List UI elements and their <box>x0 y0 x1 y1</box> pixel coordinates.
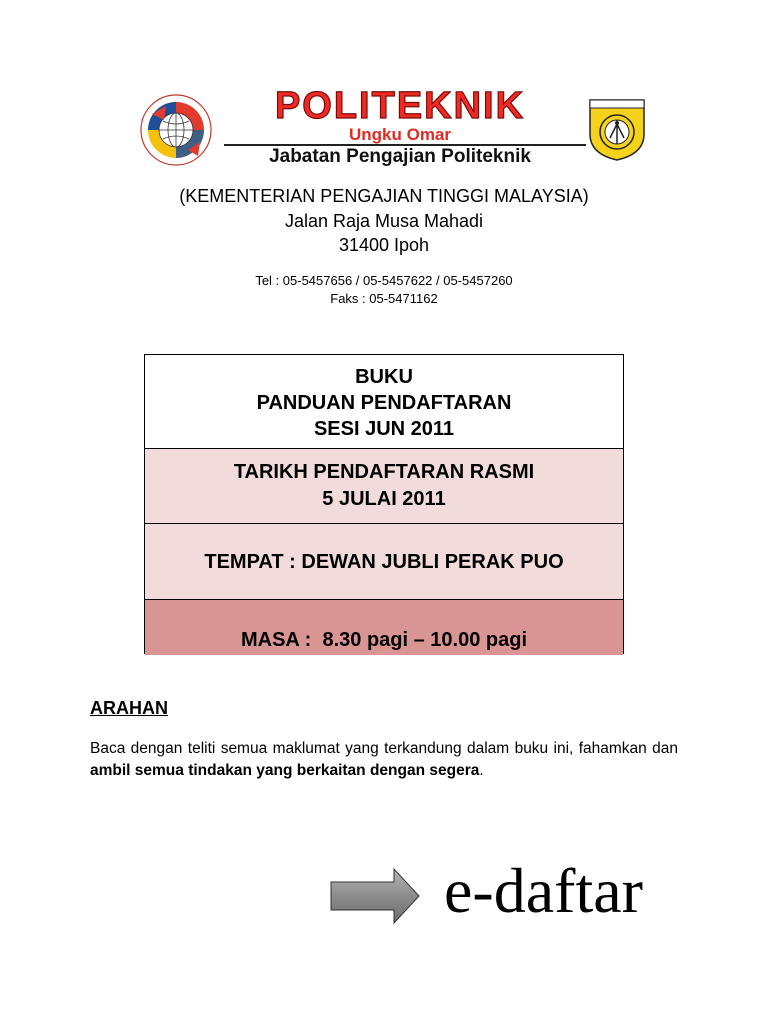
registration-venue: TEMPAT : DEWAN JUBLI PERAK PUO <box>204 551 564 573</box>
politeknik-malaysia-emblem-icon <box>140 94 212 166</box>
guide-title-line-1: BUKU <box>355 366 413 388</box>
registration-venue-cell <box>145 523 623 599</box>
ministry-name: (KEMENTERIAN PENGAJIAN TINGGI MALAYSIA) <box>179 186 589 206</box>
guide-title-line-2: PANDUAN PENDAFTARAN <box>256 392 512 414</box>
instructions-heading: ARAHAN <box>90 698 168 718</box>
politeknik-wordmark <box>214 86 586 170</box>
brand-subtitle: Ungku Omar <box>348 125 452 144</box>
telephone-numbers: Tel : 05-5457656 / 05-5457622 / 05-5457260 <box>255 273 513 288</box>
registration-date-value: 5 JULAI 2011 <box>322 488 446 510</box>
politeknik-ungku-omar-crest-icon <box>588 98 646 162</box>
e-daftar-link[interactable]: e-daftar <box>444 855 643 926</box>
instructions-text-bold: ambil semua tindakan yang berkaitan dengan segera <box>90 762 480 779</box>
guide-title-cell <box>145 355 623 448</box>
instructions-text <box>90 738 678 782</box>
postcode-city: 31400 Ipoh <box>338 235 430 255</box>
registration-time-cell <box>145 599 623 655</box>
department-name: Jabatan Pengajian Politeknik <box>269 146 531 167</box>
fax-number: Faks : 05-5471162 <box>330 291 438 306</box>
registration-info-table <box>144 354 624 654</box>
arrow-right-icon <box>330 868 420 924</box>
instructions-text-plain: Baca dengan teliti semua maklumat yang terkandung dalam buku ini, fahamkan dan <box>90 740 678 757</box>
instructions-text-end: . <box>479 762 484 779</box>
guide-title-line-3: SESI JUN 2011 <box>313 418 455 440</box>
registration-date-label: TARIKH PENDAFTARAN RASMI <box>233 461 535 483</box>
registration-time: MASA : 8.30 pagi – 10.00 pagi <box>240 629 528 651</box>
brand-name: POLITEKNIK <box>274 85 526 127</box>
registration-date-cell <box>145 448 623 523</box>
street-address: Jalan Raja Musa Mahadi <box>284 211 484 231</box>
